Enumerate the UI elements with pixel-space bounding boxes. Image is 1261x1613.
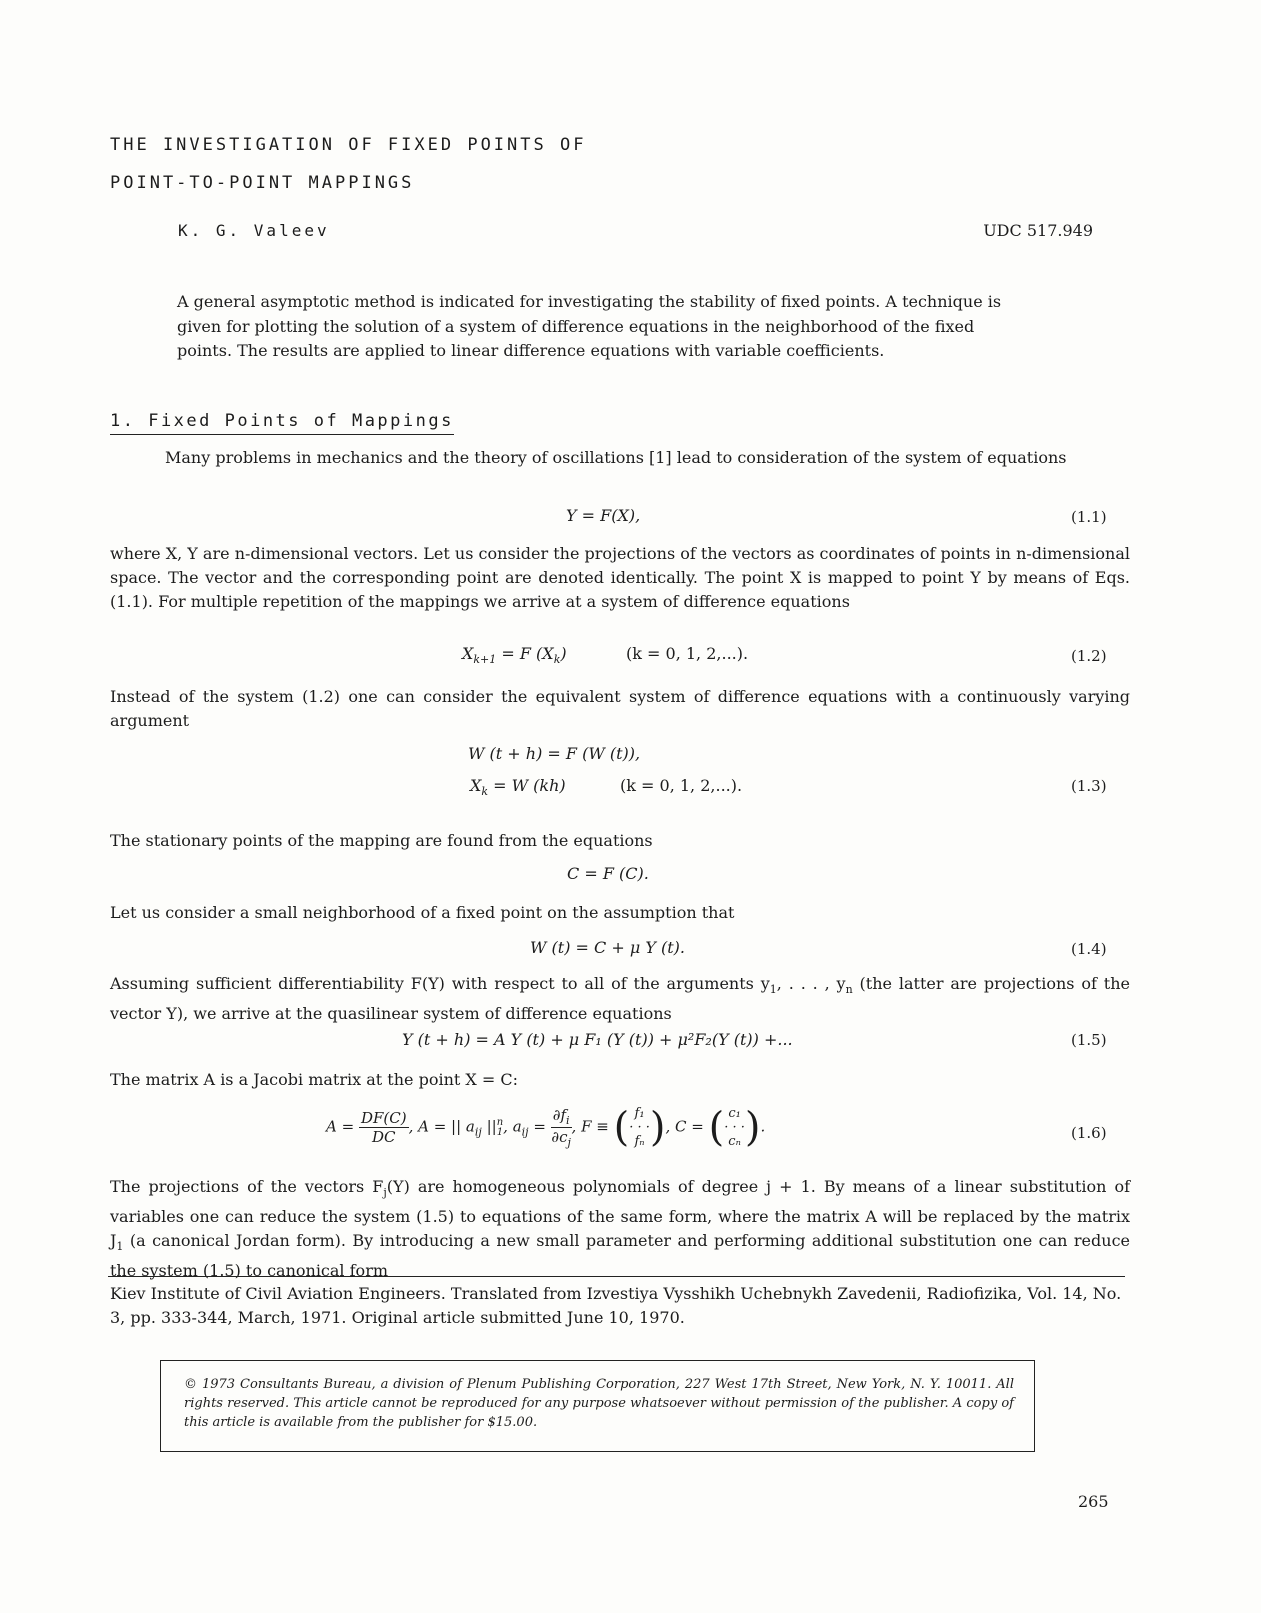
eq6-eq: = bbox=[528, 1117, 546, 1136]
eq6-vector-c bbox=[724, 1107, 745, 1149]
eq6-mid: , A = || a bbox=[408, 1117, 475, 1136]
p8-c: (a canonical Jordan form). By introducing a new small parameter and performing additional substitution one can reduce the system (1.5) to canonical form bbox=[110, 1231, 1130, 1281]
eq6-right-paren-c: ) bbox=[744, 1104, 761, 1151]
eq6-c1: c₁ bbox=[728, 1105, 741, 1121]
eq6-num1: DF(C) bbox=[360, 1109, 407, 1127]
eq2-sub2: k bbox=[553, 653, 561, 667]
eq6-fn: fₙ bbox=[634, 1133, 645, 1149]
p8-a: The projections of the vectors F bbox=[110, 1177, 384, 1196]
equation-1-3a: W (t + h) = F (W (t)), bbox=[468, 744, 641, 763]
eq3b-x: X bbox=[470, 776, 482, 795]
equation-fixed-point: C = F (C). bbox=[567, 864, 649, 883]
eq6-end: . bbox=[760, 1117, 766, 1136]
eq6-left-paren-c: ( bbox=[708, 1104, 725, 1151]
eq6-den1: DC bbox=[372, 1128, 396, 1146]
equation-1-6 bbox=[326, 1106, 765, 1149]
eq6-fraction-partial bbox=[551, 1106, 572, 1149]
eq2-right: ) bbox=[560, 644, 567, 663]
p8-sub: j bbox=[383, 1186, 387, 1200]
section-heading: 1. Fixed Points of Mappings bbox=[110, 411, 454, 435]
eq3b-sub: k bbox=[481, 785, 489, 799]
eq6-one: 1 bbox=[496, 1126, 504, 1138]
eq6-c-label: , C = bbox=[665, 1117, 704, 1136]
eq6-vector-f bbox=[629, 1107, 650, 1149]
p6-b: , . . . , y bbox=[776, 974, 846, 993]
eq2-x: X bbox=[462, 644, 474, 663]
eq6-den2-sub: j bbox=[567, 1136, 571, 1149]
title-line-1: THE INVESTIGATION OF FIXED POINTS OF bbox=[110, 135, 587, 155]
paragraph-3: Instead of the system (1.2) one can consider the equivalent system of difference equations with a continuously varying argument bbox=[110, 687, 1130, 730]
paragraph-8 bbox=[110, 1175, 1130, 1283]
eq6-f1: f₁ bbox=[634, 1105, 645, 1121]
paragraph-7: The matrix A is a Jacobi matrix at the point X = C: bbox=[110, 1070, 518, 1089]
paragraph-5: Let us consider a small neighborhood of a fixed point on the assumption that bbox=[110, 903, 735, 922]
udc-code: UDC 517.949 bbox=[983, 221, 1093, 240]
eq6-n: n bbox=[496, 1116, 504, 1128]
eq6-num2-text: ∂f bbox=[552, 1106, 567, 1124]
eq6-fdots: · · · bbox=[629, 1119, 650, 1135]
equation-number-1-1: (1.1) bbox=[1071, 508, 1107, 526]
eq6-den2 bbox=[551, 1128, 572, 1149]
eq6-cdots: · · · bbox=[724, 1119, 745, 1135]
author: K. G. Valeev bbox=[178, 221, 330, 240]
eq6-num2 bbox=[551, 1106, 572, 1128]
eq6-a-label: A = bbox=[326, 1117, 355, 1136]
eq6-left-paren-f: ( bbox=[613, 1104, 630, 1151]
equation-number-1-6: (1.6) bbox=[1071, 1124, 1107, 1142]
eq6-right-paren-f: ) bbox=[649, 1104, 666, 1151]
p8-sub2: 1 bbox=[116, 1240, 124, 1254]
equation-1-4: W (t) = C + μ Y (t). bbox=[530, 938, 685, 957]
p6-sub1: 1 bbox=[769, 983, 777, 997]
paragraph-4: The stationary points of the mapping are found from the equations bbox=[110, 831, 653, 850]
equation-number-1-4: (1.4) bbox=[1071, 940, 1107, 958]
p6-subn: n bbox=[845, 983, 853, 997]
equation-number-1-5: (1.5) bbox=[1071, 1031, 1107, 1049]
eq6-f-label: , F ≡ bbox=[571, 1117, 609, 1136]
eq2-mid: = F (X bbox=[496, 644, 554, 663]
equation-1-1: Y = F(X), bbox=[566, 506, 641, 525]
equation-number-1-2: (1.2) bbox=[1071, 647, 1107, 665]
eq6-aij: ij bbox=[521, 1125, 529, 1139]
eq6-cn: cₙ bbox=[728, 1133, 741, 1149]
copyright-text: © 1973 Consultants Bureau, a division of Plenum Publishing Corporation, 227 West 17th Street, New York, N. Y. 10011. All rights reserved. This article cannot be reproduced for any purpose whatsoever without permission of the publisher. A copy of this article is available from the publisher for $15.00. bbox=[184, 1377, 1014, 1430]
p8-b: (Y) are homogeneous polynomials of degree j + 1. By means of a linear substitution of variables one can reduce the system (1.5) to equations of the same form, where the matrix A will be replaced by the matrix J bbox=[110, 1177, 1130, 1251]
footnote-rule bbox=[108, 1276, 1125, 1277]
equation-1-2 bbox=[462, 644, 567, 666]
paragraph-2: where X, Y are n-dimensional vectors. Let us consider the projections of the vectors as coordinates of points in n-dimensional space. The vector and the corresponding point are denoted identically. The point X is mapped to point Y by means of Eqs. (1.1). For multiple repetition of the mappings we arrive at a system of difference equations bbox=[110, 544, 1130, 611]
eq6-num2-sub: i bbox=[566, 1114, 570, 1127]
copyright-box bbox=[160, 1360, 1035, 1452]
eq6-den2-text: ∂c bbox=[551, 1128, 568, 1146]
eq6-fraction-df bbox=[359, 1109, 409, 1146]
equation-1-3b bbox=[470, 776, 566, 798]
equation-1-3-condition: (k = 0, 1, 2,...). bbox=[620, 776, 743, 795]
eq6-ij: ij bbox=[474, 1125, 482, 1139]
p6-c: (the latter are projections of the vector Y), we arrive at the quasilinear system of difference equations bbox=[110, 974, 1130, 1024]
equation-1-2-condition: (k = 0, 1, 2,...). bbox=[626, 644, 749, 663]
eq3b-right: = W (kh) bbox=[488, 776, 566, 795]
eq6-norm: || bbox=[481, 1117, 497, 1136]
page-number: 265 bbox=[1078, 1492, 1109, 1511]
eq2-sub: k+1 bbox=[473, 653, 497, 667]
equation-number-1-3: (1.3) bbox=[1071, 777, 1107, 795]
equation-1-5: Y (t + h) = A Y (t) + μ F₁ (Y (t)) + μ²F₂(Y (t)) +... bbox=[402, 1030, 793, 1049]
eq6-a: , a bbox=[503, 1117, 522, 1136]
affiliation-note: Kiev Institute of Civil Aviation Engineers. Translated from Izvestiya Vysshikh Uchebnykh Zavedenii, Radiofizika, Vol. 14, No. 3, pp. 333-344, March, 1971. Original article submitted June 10, 1970. bbox=[110, 1284, 1122, 1327]
title-line-2: POINT-TO-POINT MAPPINGS bbox=[110, 173, 415, 193]
abstract: A general asymptotic method is indicated for investigating the stability of fixed points. A technique is given for plotting the solution of a system of difference equations in the neighborhood of the fixed points. The results are applied to linear difference equations with variable coefficients. bbox=[177, 292, 1002, 360]
paragraph-6 bbox=[110, 972, 1130, 1026]
paragraph-1: Many problems in mechanics and the theory of oscillations [1] lead to consideration of the system of equations bbox=[165, 448, 1067, 467]
p6-a: Assuming sufficient differentiability F(Y) with respect to all of the arguments y bbox=[110, 974, 770, 993]
